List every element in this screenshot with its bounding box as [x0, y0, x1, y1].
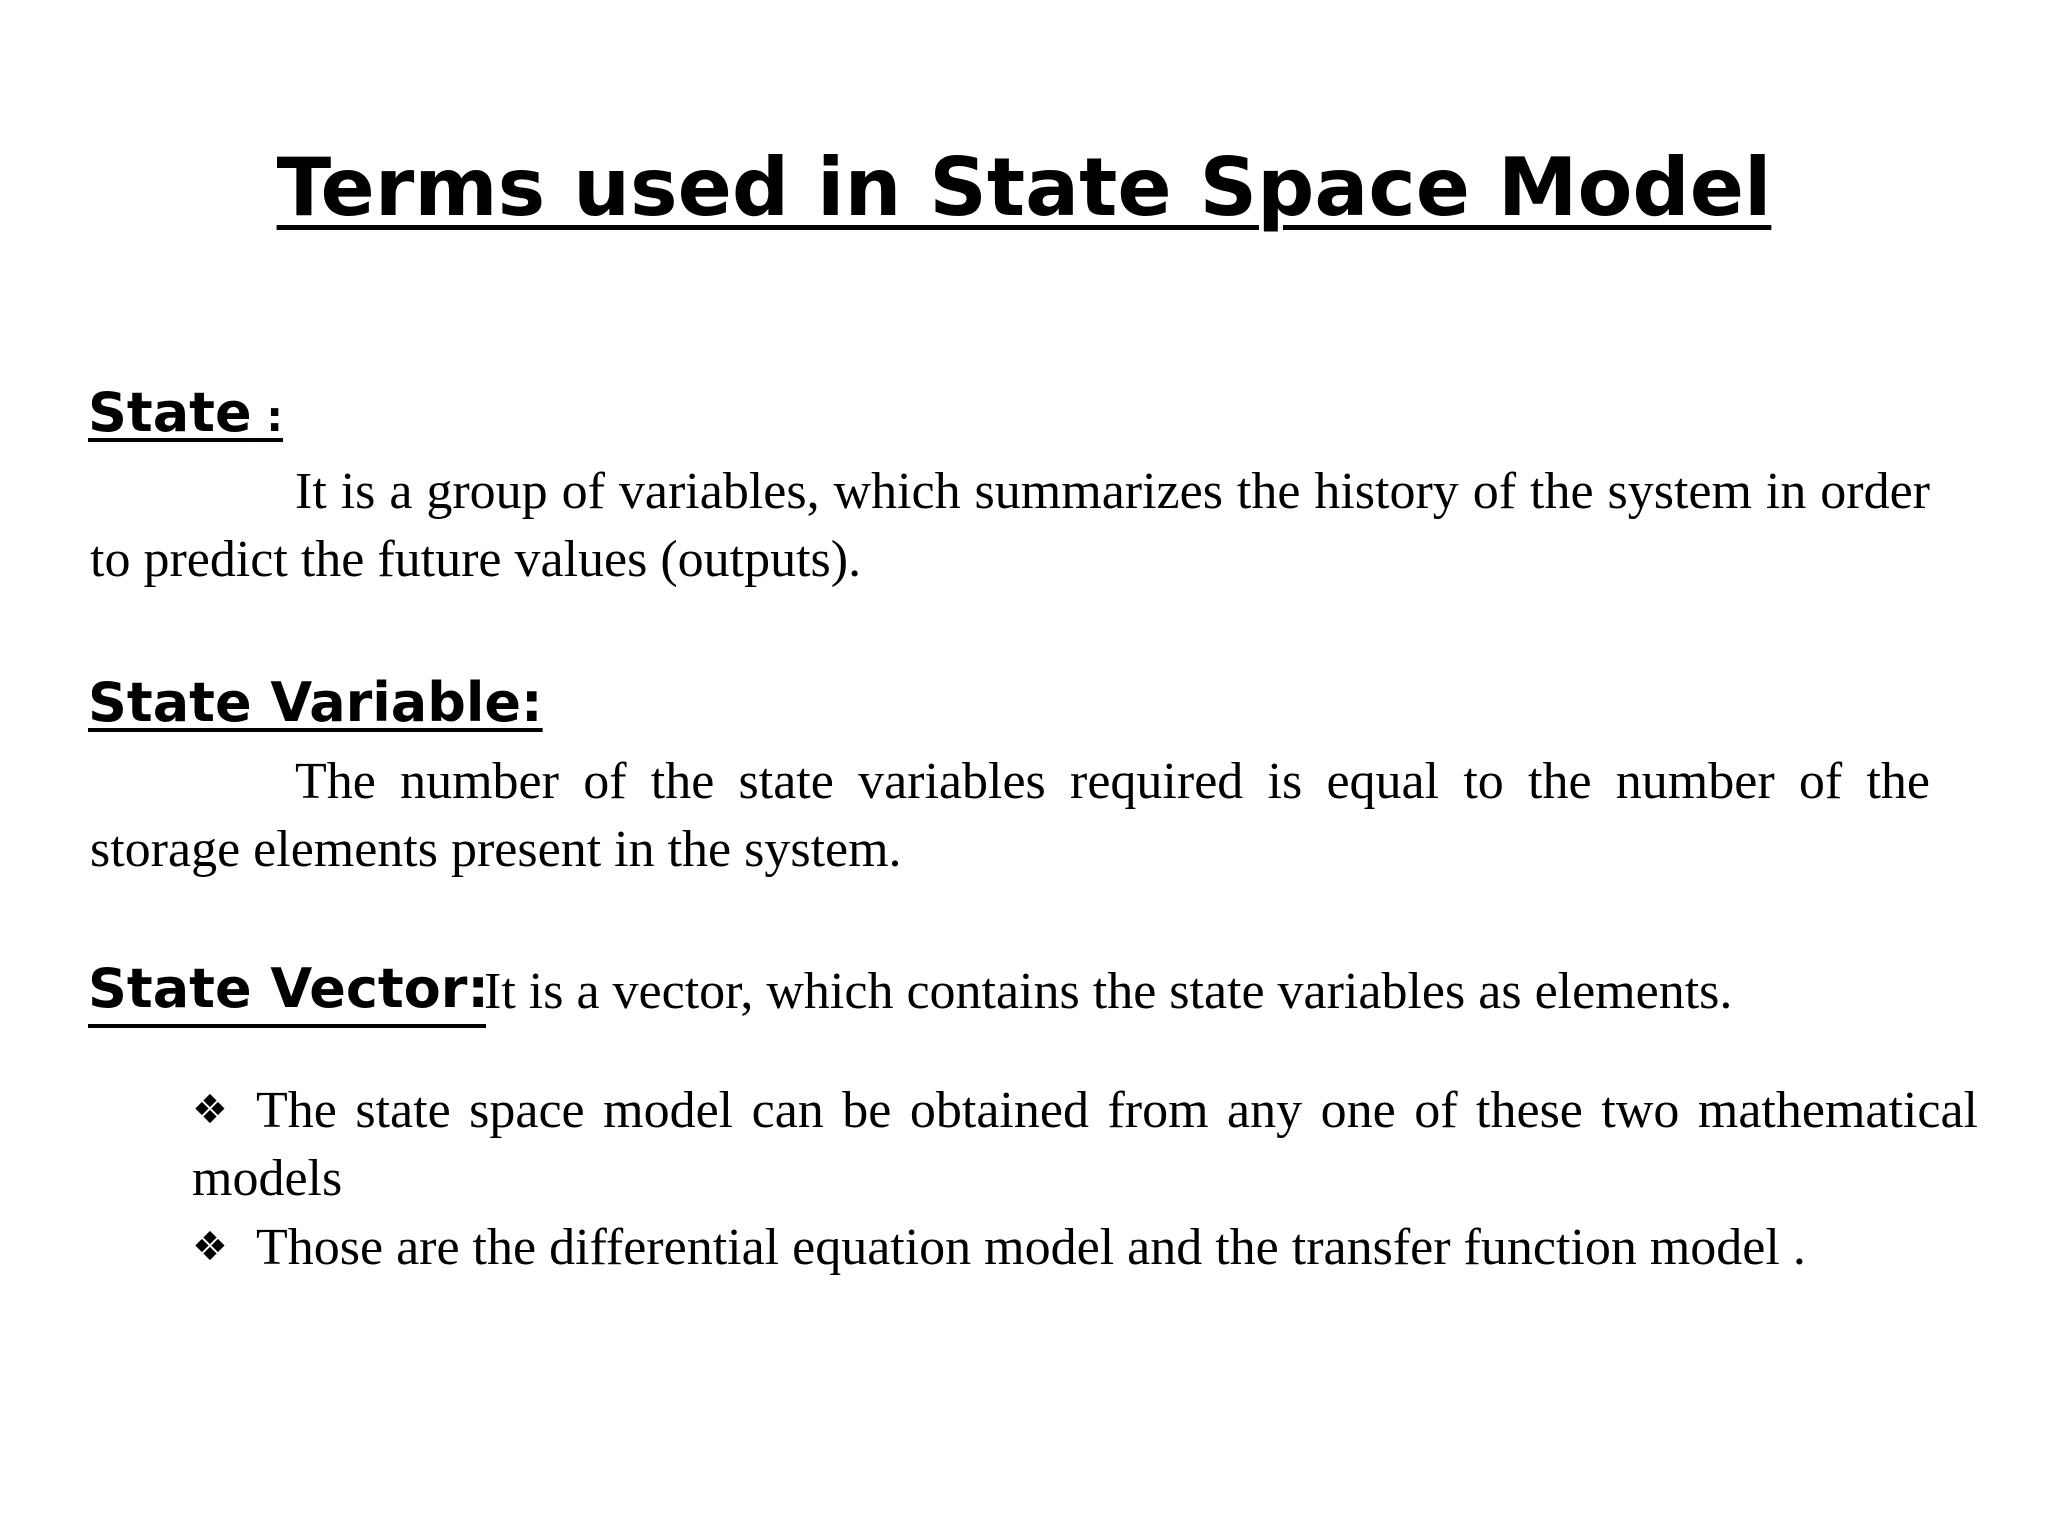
- state-definition: It is a group of variables, which summarizes the history of the system in order to predict the future values (outputs).: [90, 463, 1930, 588]
- bullet-list: [192, 1076, 1978, 1282]
- state-variable-heading: State Variable:: [88, 671, 543, 734]
- list-item: [192, 1213, 1978, 1282]
- state-variable-definition: The number of the state variables required is equal to the number of the storage elements present in the system.: [90, 753, 1930, 878]
- slide-title: Terms used in State Space Model: [276, 141, 1772, 234]
- state-vector-heading-text: State Vector:: [88, 957, 489, 1020]
- diamond-bullet-icon: ❖: [192, 1087, 228, 1133]
- state-vector-underline: [88, 1024, 486, 1028]
- state-heading: State :: [88, 381, 284, 444]
- list-item: [192, 1076, 1978, 1213]
- state-vector-definition: It is a vector, which contains the state variables as elements.: [484, 963, 1733, 1020]
- state-vector-heading: [88, 956, 489, 1022]
- diamond-bullet-icon: ❖: [192, 1224, 228, 1270]
- bullet-text: Those are the differential equation model and the transfer function model .: [256, 1219, 1806, 1276]
- bullet-text: The state space model can be obtained from any one of these two mathematical models: [192, 1082, 1978, 1207]
